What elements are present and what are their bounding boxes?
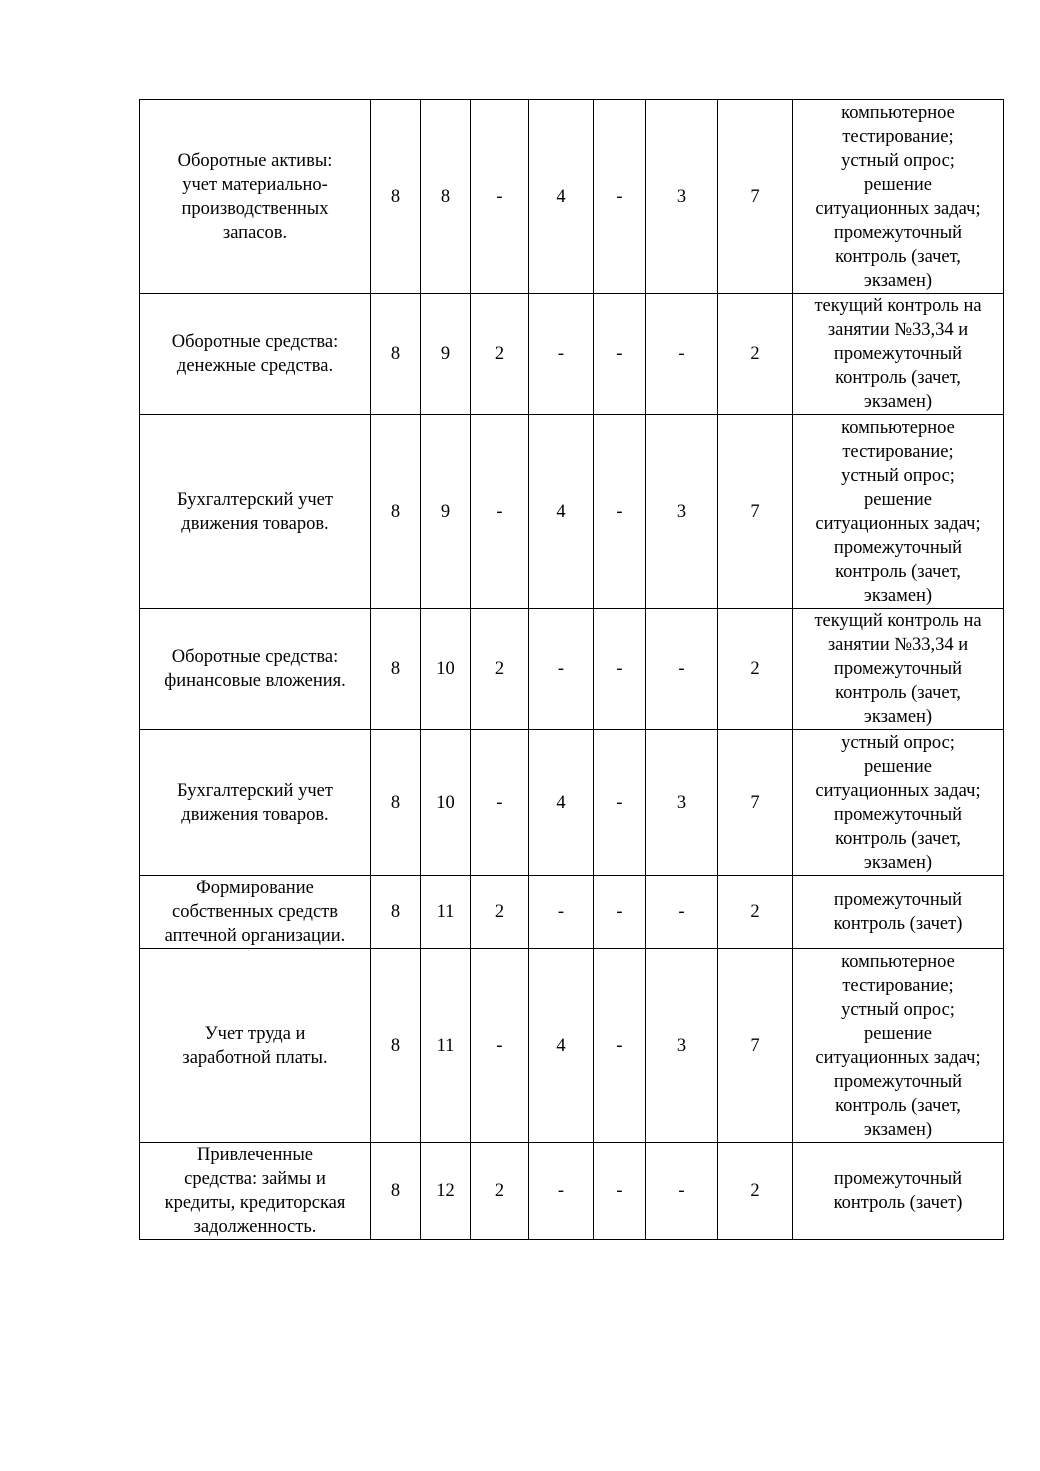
practicals-cell: 4 [529, 415, 594, 609]
table-row [140, 876, 1004, 949]
control-line: промежуточный [833, 344, 963, 364]
control-line: экзамен) [863, 270, 933, 291]
self-study-cell: 3 [646, 415, 718, 609]
semester-cell: 8 [371, 1143, 421, 1240]
table-body [140, 100, 1004, 1240]
self-study-cell: 3 [646, 100, 718, 294]
topic-line: заработной платы. [182, 1047, 328, 1068]
lectures-cell: 2 [471, 1143, 529, 1240]
topic-line: Бухгалтерский учет [177, 780, 333, 801]
topic-line: собственных средств [172, 902, 338, 922]
control-form-cell [793, 1143, 1004, 1240]
control-line: ситуационных задач; [815, 780, 981, 801]
topic-line: средства: займы и [184, 1169, 326, 1189]
control-line: устный опрос; [841, 150, 955, 171]
topic-line: Оборотные средства: [171, 332, 339, 352]
semester-cell: 8 [371, 730, 421, 876]
semester-cell: 8 [371, 294, 421, 415]
control-line: контроль (зачет) [833, 1193, 963, 1213]
control-line: решение [864, 756, 932, 777]
control-form-cell [793, 949, 1004, 1143]
control-line: текущий контроль на [814, 611, 982, 631]
control-line: экзамен) [863, 707, 933, 727]
control-line: занятии №33,34 и [827, 635, 969, 655]
lectures-cell: - [471, 949, 529, 1143]
control-line: контроль (зачет) [833, 914, 963, 934]
semester-cell: 8 [371, 609, 421, 730]
control-line: промежуточный [833, 890, 963, 910]
total-hours-cell: 7 [718, 730, 793, 876]
control-line: контроль (зачет, [835, 246, 961, 267]
self-study-cell: - [646, 294, 718, 415]
control-line: контроль (зачет, [835, 368, 961, 388]
control-form-cell [793, 730, 1004, 876]
topic-line: Бухгалтерский учет [177, 489, 333, 510]
labs-cell: - [594, 1143, 646, 1240]
topic-line: Учет труда и [204, 1023, 306, 1044]
control-line: контроль (зачет, [835, 1095, 961, 1116]
lectures-cell: 2 [471, 876, 529, 949]
control-line: решение [864, 489, 932, 510]
lectures-cell: - [471, 100, 529, 294]
practicals-cell: 4 [529, 730, 594, 876]
topic-cell [140, 730, 371, 876]
control-line: устный опрос; [841, 732, 955, 753]
control-form-cell [793, 415, 1004, 609]
control-line: тестирование; [842, 126, 954, 147]
control-line: решение [864, 1023, 932, 1044]
topic-line: движения товаров. [181, 804, 329, 825]
control-line: экзамен) [863, 585, 933, 606]
control-line: решение [864, 174, 932, 195]
total-hours-cell: 7 [718, 100, 793, 294]
table-row [140, 949, 1004, 1143]
practicals-cell: 4 [529, 100, 594, 294]
table-row [140, 415, 1004, 609]
labs-cell: - [594, 730, 646, 876]
control-line: занятии №33,34 и [827, 320, 969, 340]
topic-line: денежные средства. [176, 356, 334, 376]
control-line: контроль (зачет, [835, 683, 961, 703]
control-line: компьютерное [841, 102, 955, 123]
control-line: контроль (зачет, [835, 561, 961, 582]
topic-line: финансовые вложения. [164, 671, 346, 691]
control-form-cell [793, 876, 1004, 949]
table-row [140, 609, 1004, 730]
topic-cell [140, 876, 371, 949]
table-row [140, 1143, 1004, 1240]
control-line: промежуточный [833, 1169, 963, 1189]
week-cell: 9 [421, 415, 471, 609]
control-line: компьютерное [841, 417, 955, 438]
control-line: промежуточный [833, 804, 963, 825]
semester-cell: 8 [371, 415, 421, 609]
week-cell: 11 [421, 949, 471, 1143]
control-line: экзамен) [863, 852, 933, 873]
topic-line: Оборотные средства: [171, 647, 339, 667]
total-hours-cell: 7 [718, 415, 793, 609]
practicals-cell: 4 [529, 949, 594, 1143]
control-line: тестирование; [842, 975, 954, 996]
lectures-cell: 2 [471, 294, 529, 415]
self-study-cell: - [646, 1143, 718, 1240]
control-line: устный опрос; [841, 465, 955, 486]
self-study-cell: - [646, 876, 718, 949]
labs-cell: - [594, 609, 646, 730]
practicals-cell: - [529, 876, 594, 949]
total-hours-cell: 2 [718, 609, 793, 730]
semester-cell: 8 [371, 100, 421, 294]
labs-cell: - [594, 415, 646, 609]
week-cell: 8 [421, 100, 471, 294]
control-line: промежуточный [833, 537, 963, 558]
control-line: контроль (зачет, [835, 828, 961, 849]
practicals-cell: - [529, 294, 594, 415]
control-form-cell [793, 100, 1004, 294]
labs-cell: - [594, 294, 646, 415]
topic-cell [140, 949, 371, 1143]
table-row [140, 100, 1004, 294]
control-line: тестирование; [842, 441, 954, 462]
topic-line: запасов. [222, 222, 288, 243]
self-study-cell: 3 [646, 730, 718, 876]
semester-cell: 8 [371, 876, 421, 949]
total-hours-cell: 2 [718, 876, 793, 949]
control-line: ситуационных задач; [815, 1047, 981, 1068]
control-form-cell [793, 294, 1004, 415]
topic-cell [140, 415, 371, 609]
curriculum-table [139, 99, 1004, 1240]
control-line: ситуационных задач; [815, 513, 981, 534]
table-row [140, 730, 1004, 876]
topic-cell [140, 294, 371, 415]
control-line: промежуточный [833, 659, 963, 679]
labs-cell: - [594, 100, 646, 294]
self-study-cell: 3 [646, 949, 718, 1143]
control-line: экзамен) [863, 1119, 933, 1140]
topic-line: кредиты, кредиторская [164, 1193, 346, 1213]
total-hours-cell: 2 [718, 294, 793, 415]
control-line: устный опрос; [841, 999, 955, 1020]
lectures-cell: - [471, 415, 529, 609]
lectures-cell: - [471, 730, 529, 876]
topic-line: Формирование [196, 878, 314, 898]
week-cell: 12 [421, 1143, 471, 1240]
week-cell: 10 [421, 609, 471, 730]
total-hours-cell: 7 [718, 949, 793, 1143]
topic-line: учет материально- [182, 174, 328, 195]
topic-line: Оборотные активы: [177, 150, 333, 171]
week-cell: 11 [421, 876, 471, 949]
topic-line: задолженность. [193, 1217, 317, 1237]
control-line: экзамен) [863, 392, 933, 412]
topic-line: движения товаров. [181, 513, 329, 534]
control-line: промежуточный [833, 222, 963, 243]
topic-cell [140, 609, 371, 730]
control-line: промежуточный [833, 1071, 963, 1092]
control-form-cell [793, 609, 1004, 730]
week-cell: 9 [421, 294, 471, 415]
table-row [140, 294, 1004, 415]
labs-cell: - [594, 949, 646, 1143]
topic-cell [140, 1143, 371, 1240]
lectures-cell: 2 [471, 609, 529, 730]
labs-cell: - [594, 876, 646, 949]
topic-line: производственных [181, 198, 329, 219]
practicals-cell: - [529, 609, 594, 730]
control-line: компьютерное [841, 951, 955, 972]
control-line: ситуационных задач; [815, 198, 981, 219]
control-line: текущий контроль на [814, 296, 982, 316]
self-study-cell: - [646, 609, 718, 730]
total-hours-cell: 2 [718, 1143, 793, 1240]
semester-cell: 8 [371, 949, 421, 1143]
week-cell: 10 [421, 730, 471, 876]
topic-line: аптечной организации. [164, 926, 346, 946]
practicals-cell: - [529, 1143, 594, 1240]
topic-line: Привлеченные [197, 1145, 313, 1165]
topic-cell [140, 100, 371, 294]
